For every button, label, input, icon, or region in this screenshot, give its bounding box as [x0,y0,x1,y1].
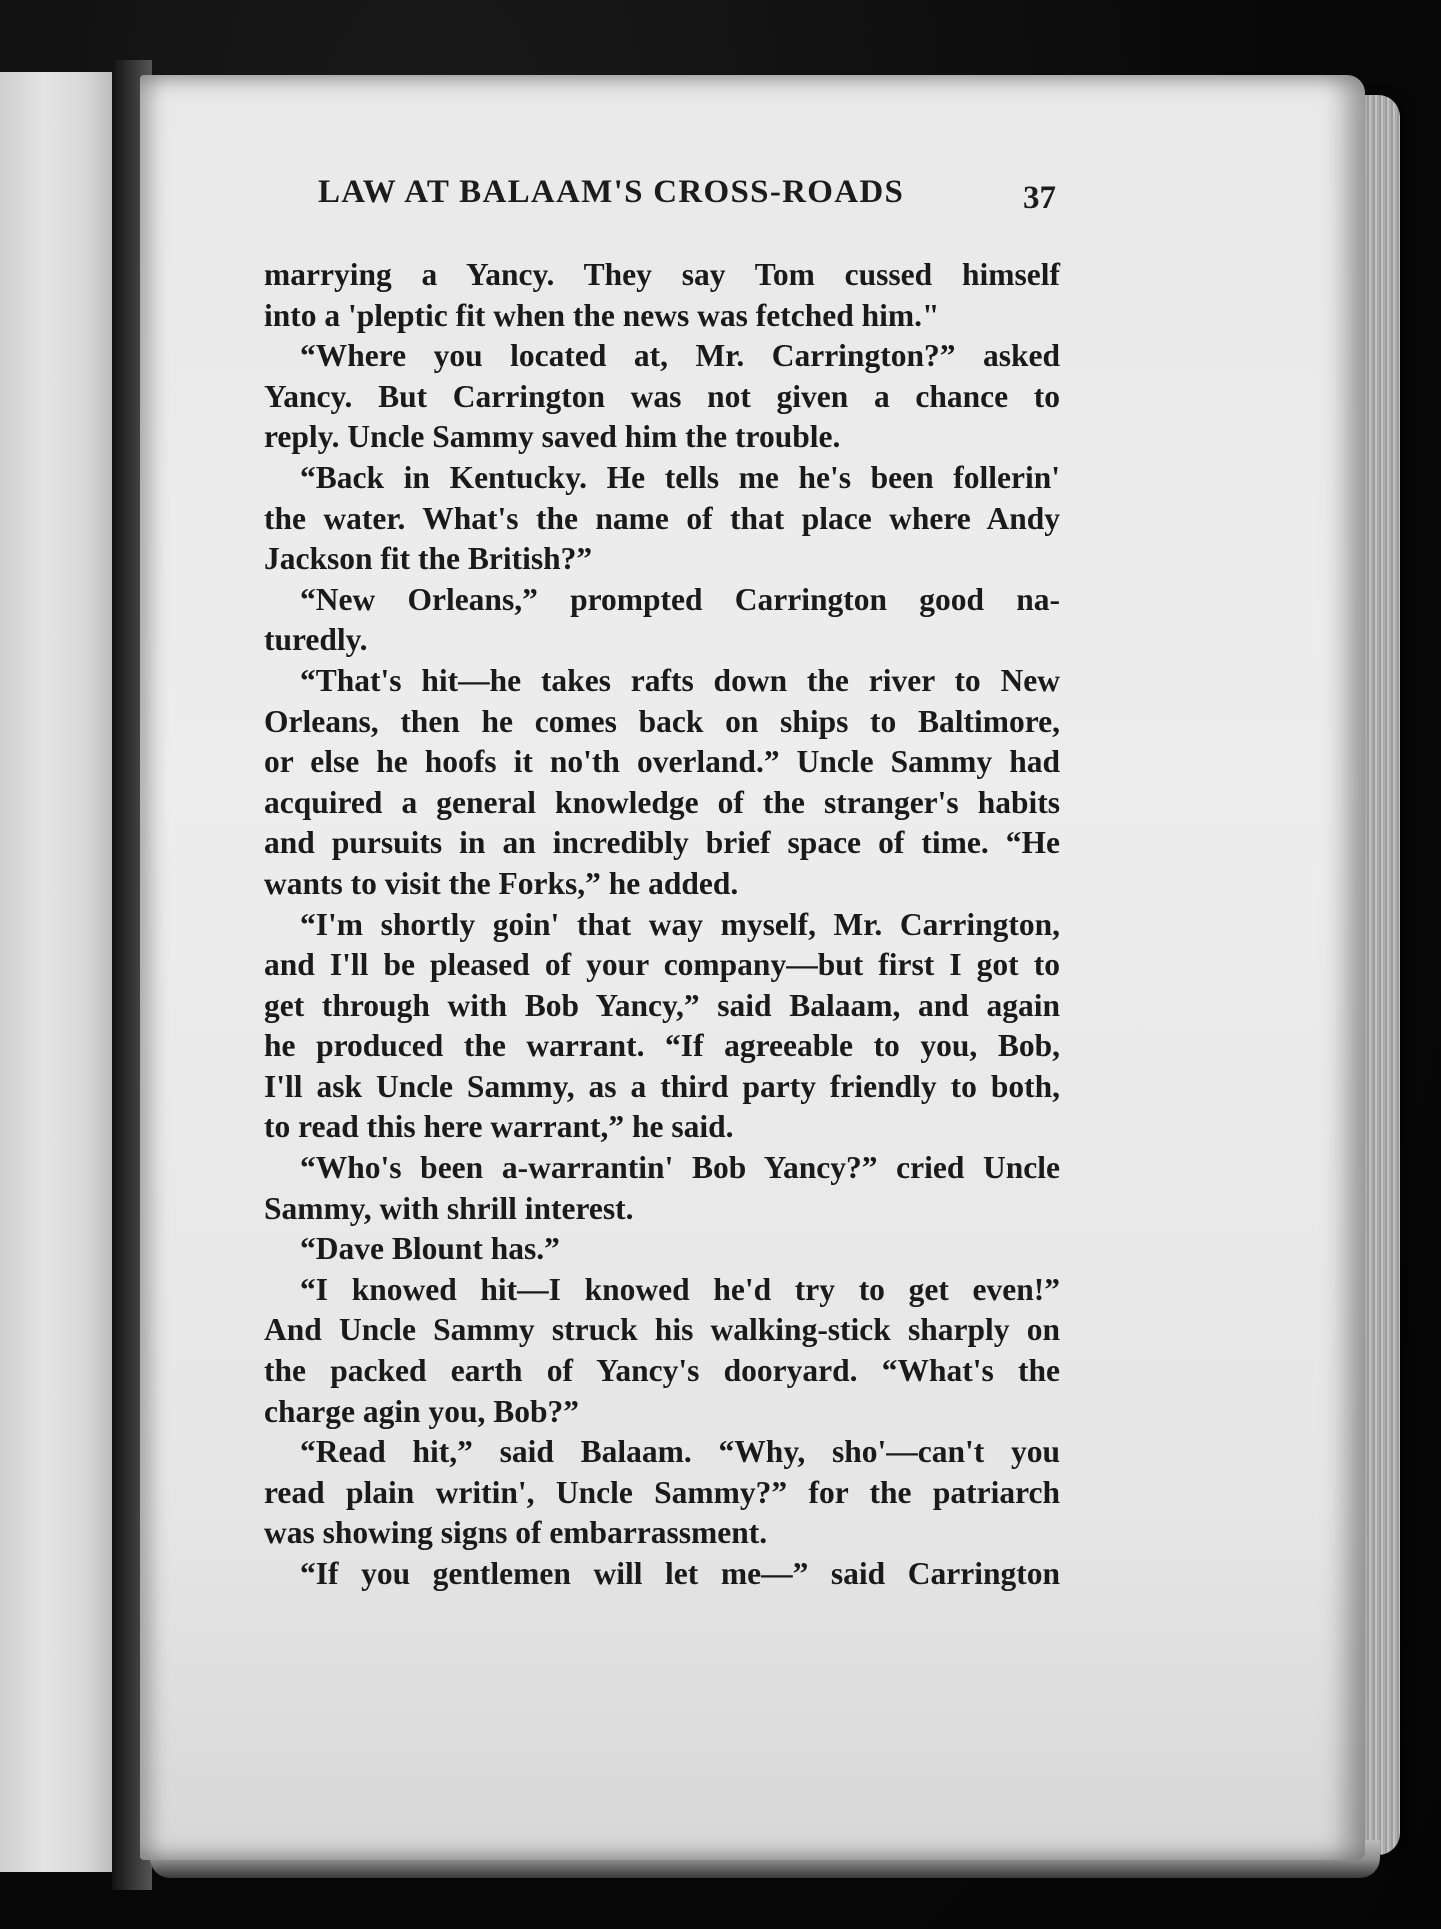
text-line: “Where you located at, Mr. Carrington?” asked [300,338,1060,374]
page-header [318,174,1064,224]
body-text [264,255,1060,1595]
text-line: I'll ask Uncle Sammy, as a third party friendly to both, [264,1068,1060,1104]
text-line: the water. What's the name of that place where Andy [264,500,1060,536]
text-line: wants to visit the Forks,” he added. [264,865,739,901]
text-line: “I'm shortly goin' that way myself, Mr. Carrington, [300,906,1060,942]
page-number: 37 [1023,180,1056,216]
text-line: “I knowed hit—I knowed he'd try to get even!” [300,1271,1060,1307]
text-line: read plain writin', Uncle Sammy?” for the patriarch [264,1474,1060,1510]
text-line: “Dave Blount has.” [300,1231,560,1267]
text-line: was showing signs of embarrassment. [264,1515,768,1551]
text-line: “Back in Kentucky. He tells me he's been follerin' [300,459,1060,495]
text-line: and pursuits in an incredibly brief space of time. “He [264,825,1060,861]
text-line: “New Orleans,” prompted Carrington good na- [300,581,1060,617]
text-line: “That's hit—he takes rafts down the river to New [300,662,1060,698]
text-line: “Who's been a-warrantin' Bob Yancy?” cried Uncle [300,1150,1060,1186]
facing-page-edge [0,72,115,1872]
text-line: Orleans, then he comes back on ships to Baltimore, [264,703,1060,739]
text-line: Sammy, with shrill interest. [264,1190,634,1226]
text-line: “If you gentlemen will let me—” said Carrington [300,1556,1060,1591]
text-line: acquired a general knowledge of the stranger's habits [264,784,1060,820]
text-line: turedly. [264,622,368,658]
text-line: to read this here warrant,” he said. [264,1109,734,1145]
text-line: reply. Uncle Sammy saved him the trouble. [264,419,841,455]
text-line: get through with Bob Yancy,” said Balaam, and again [264,987,1060,1023]
text-line: “Read hit,” said Balaam. “Why, sho'—can't you [300,1434,1060,1470]
text-line: the packed earth of Yancy's dooryard. “What's the [264,1353,1060,1389]
text-line: into a 'pleptic fit when the news was fetched him." [264,297,940,333]
text-line: Jackson fit the British?” [264,541,593,577]
text-line: charge agin you, Bob?” [264,1393,580,1429]
running-head: LAW AT BALAAM'S CROSS-ROADS [318,174,905,210]
text-line: he produced the warrant. “If agreeable to you, Bob, [264,1028,1060,1064]
text-line: or else he hoofs it no'th overland.” Uncle Sammy had [264,744,1060,780]
text-line: and I'll be pleased of your company—but first I got to [264,947,1060,983]
text-line: And Uncle Sammy struck his walking-stick sharply on [264,1312,1060,1348]
text-line: marrying a Yancy. They say Tom cussed himself [264,257,1060,292]
text-line: Yancy. But Carrington was not given a chance to [264,378,1060,414]
